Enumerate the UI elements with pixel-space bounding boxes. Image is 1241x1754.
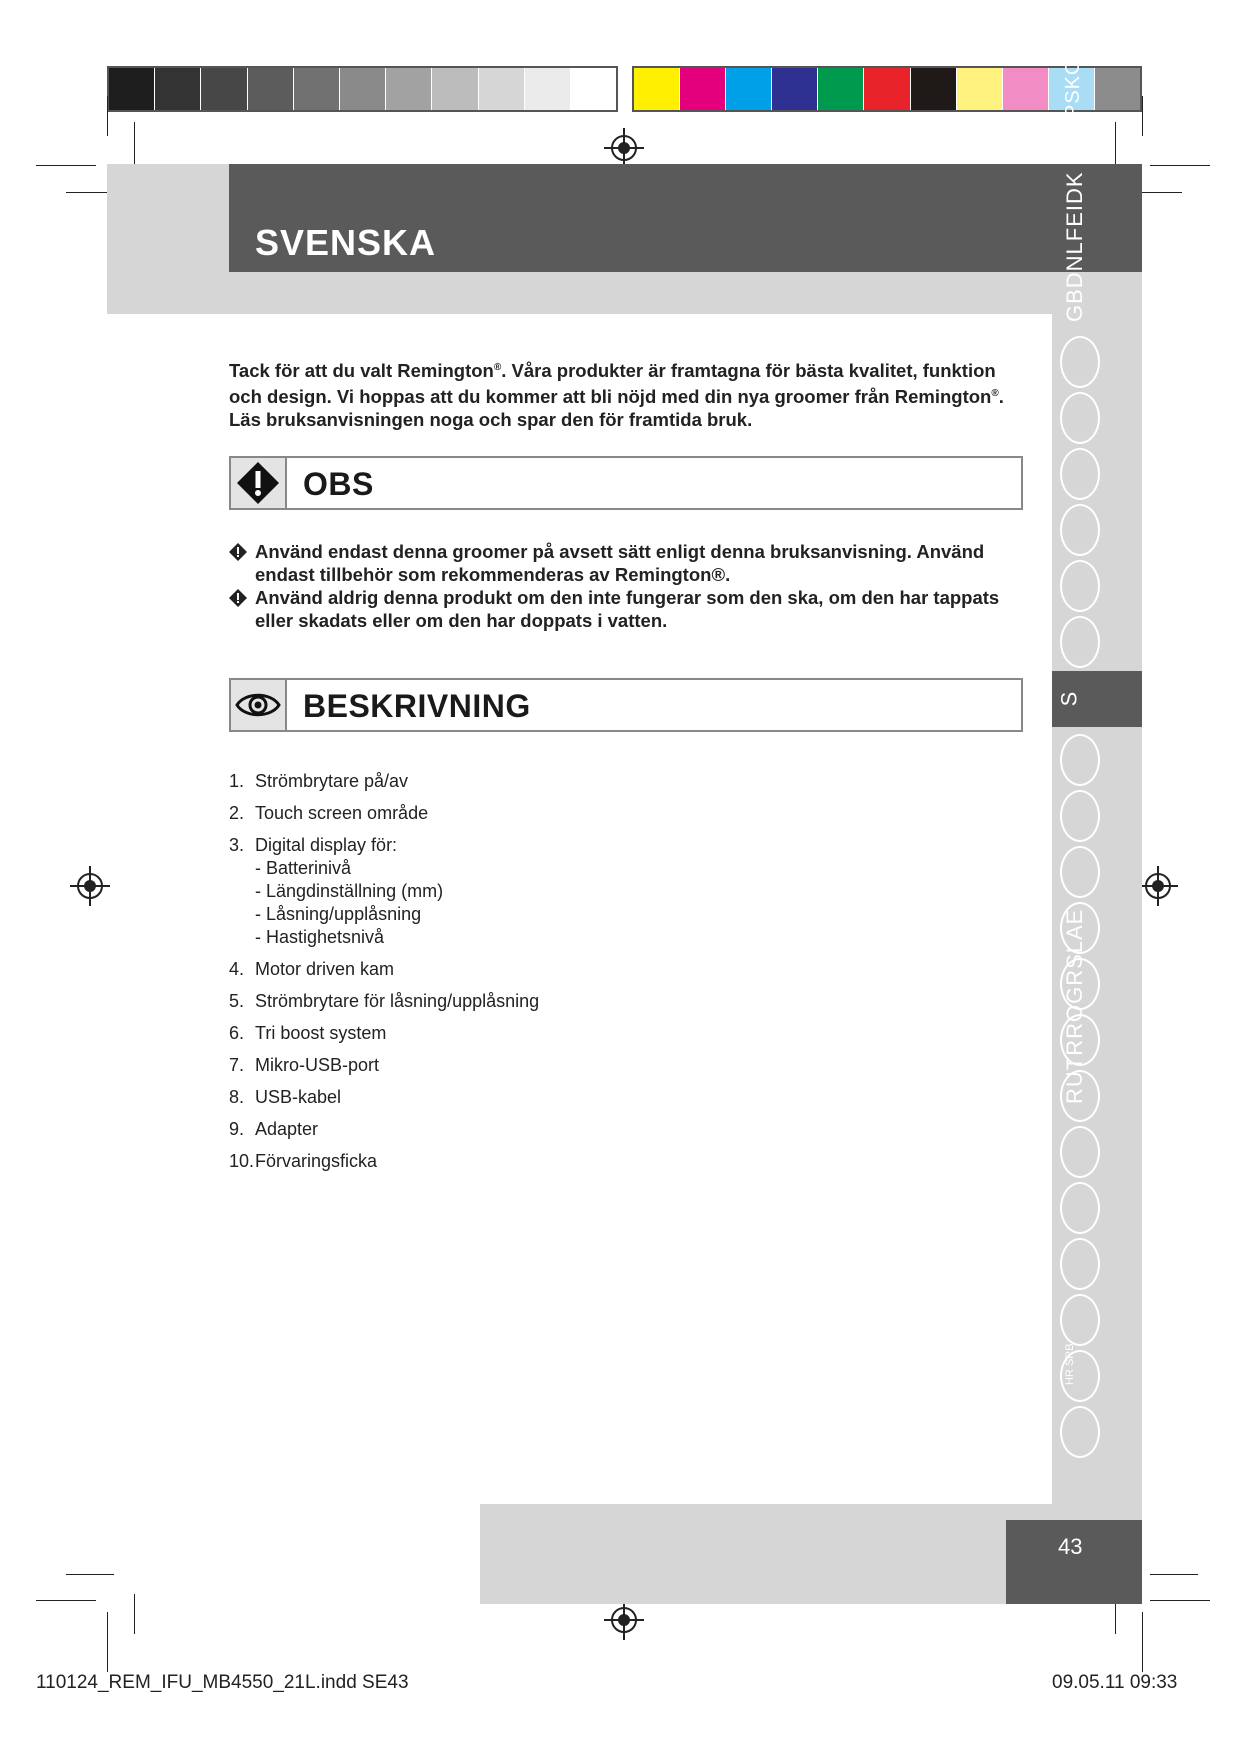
item-text: Tri boost system [255,1023,387,1043]
color-swatch [726,68,772,110]
gray-frame-top [107,272,1107,314]
color-swatch [155,68,201,110]
display-sublist [255,857,929,949]
list-item [229,990,929,1013]
color-swatch [680,68,726,110]
language-tab[interactable] [1060,1294,1100,1346]
language-tabs-top-extra: PSKC [1062,59,1084,118]
crop-mark [66,1574,114,1575]
intro-text-1: Tack för att du valt Remington [229,360,494,382]
page-title: SVENSKA [255,222,437,263]
item-text: Strömbrytare för låsning/upplåsning [255,991,540,1011]
language-tab[interactable] [1060,336,1100,388]
language-tabs-bottom-label: HR SRB [1064,1343,1076,1385]
description-list [229,770,929,1182]
color-swatch [201,68,247,110]
list-item [229,586,1029,632]
page-number-box [1006,1520,1142,1604]
item-text: Adapter [255,1119,319,1139]
registered-mark: ® [991,388,999,400]
list-item [229,1086,929,1109]
item-text: USB-kabel [255,1087,342,1107]
list-item [229,1054,929,1077]
item-number: 2. [229,803,245,823]
obs-item-text: Använd endast denna groomer på avsett sätt enligt denna bruksanvisning. Använd endast tillbehör som rekommenderas av Remington®. [255,541,985,585]
language-tab[interactable] [1060,734,1100,786]
registration-mark-icon [1138,866,1178,906]
crop-mark [107,96,108,136]
registration-mark-icon [604,128,644,168]
grayscale-calibration-bar [107,66,618,112]
tab-svenska-active[interactable] [1052,671,1142,727]
footer-file-info: 110124_REM_IFU_MB4550_21L.indd SE43 [36,1672,409,1693]
item-text: Touch screen område [255,803,429,823]
obs-title: OBS [303,466,374,502]
registration-mark-icon [70,866,110,906]
language-tabs-top-label: GBDNLFEIDK [1062,171,1087,322]
list-item [229,1118,929,1141]
color-swatch [634,68,680,110]
color-swatch [340,68,386,110]
warning-icon [235,460,281,506]
language-tab[interactable] [1060,790,1100,842]
item-number: 10. [229,1151,255,1171]
sub-list-item: - Längdinställning (mm) [255,881,444,901]
list-item [229,802,929,825]
item-number: 4. [229,959,245,979]
active-tab-label: S [1056,691,1082,707]
diamond-warning-bullet-icon [229,589,247,607]
language-tab[interactable] [1060,504,1100,556]
language-tab[interactable] [1060,392,1100,444]
intro-text-2: . Våra produkter är framtagna för bästa kvalitet, funktion och design. Vi hoppas att du kommer att bli nöjd med din nya groomer från Remington [229,360,996,408]
sub-list-item: - Låsning/upplåsning [255,904,422,924]
crop-mark [107,1612,108,1672]
language-tab[interactable] [1060,560,1100,612]
sub-list-item: - Batterinivå [255,858,352,878]
crop-mark [1142,1612,1143,1672]
registered-mark: ® [493,362,502,373]
language-tab[interactable] [1060,448,1100,500]
color-swatch [911,68,957,110]
beskrivning-heading-box [229,678,1023,732]
language-tab[interactable] [1060,1238,1100,1290]
color-swatch [432,68,478,110]
obs-heading-box [229,456,1023,510]
intro-paragraph [229,356,1029,431]
crop-mark [1142,96,1143,136]
list-item [229,834,929,857]
item-number: 5. [229,991,245,1011]
color-swatch [1003,68,1049,110]
warning-icon-cell [231,458,287,508]
registration-mark-icon [604,1600,644,1640]
item-text: Mikro-USB-port [255,1055,380,1075]
title-band [229,164,1142,272]
color-swatch [248,68,294,110]
footer-timestamp: 09.05.11 09:33 [1052,1672,1178,1693]
list-item [229,540,1029,586]
color-swatch [294,68,340,110]
list-item [229,1150,929,1173]
item-text: Motor driven kam [255,959,395,979]
item-text: Digital display för: [255,835,398,855]
list-item [229,1022,929,1045]
obs-list [229,540,1029,632]
language-tab[interactable] [1060,846,1100,898]
language-tab[interactable] [1060,1126,1100,1178]
color-swatch [864,68,910,110]
color-swatch [818,68,864,110]
crop-mark [134,1594,135,1634]
color-swatch [571,68,616,110]
item-number: 7. [229,1055,245,1075]
item-number: 8. [229,1087,245,1107]
language-tab[interactable] [1060,1182,1100,1234]
color-swatch [1095,68,1140,110]
diamond-warning-bullet-icon [229,543,247,561]
list-item [229,958,929,981]
page-number: 43 [1058,1534,1083,1559]
crop-mark [1150,1574,1198,1575]
item-number: 3. [229,835,245,855]
crop-mark [1150,1600,1210,1601]
color-swatch [479,68,525,110]
obs-item-text: Använd aldrig denna produkt om den inte fungerar som den ska, om den har tappats eller skadats eller om den har doppats i vatten. [255,587,1000,631]
crop-mark [36,1600,96,1601]
item-number: 1. [229,771,245,791]
item-text: Strömbrytare på/av [255,771,409,791]
color-swatch [525,68,571,110]
color-swatch [386,68,432,110]
color-swatch [109,68,155,110]
language-tab[interactable] [1060,1406,1100,1458]
list-item [229,770,929,793]
crop-mark [36,165,96,166]
language-tabs-mid-label: RUTRROGRSLAE [1062,908,1087,1104]
eye-icon-cell [231,680,287,730]
intro-text-3: . Läs bruksanvisningen noga och spar den för framtida bruk. [229,386,1004,431]
language-tab[interactable] [1060,616,1100,668]
beskrivning-title: BESKRIVNING [303,688,531,724]
crop-mark [1150,165,1210,166]
sub-list-item: - Hastighetsnivå [255,927,385,947]
item-number: 6. [229,1023,245,1043]
color-swatch [772,68,818,110]
item-number: 9. [229,1119,245,1139]
color-swatch [957,68,1003,110]
eye-icon [235,688,281,722]
item-text: Förvaringsficka [255,1151,378,1171]
